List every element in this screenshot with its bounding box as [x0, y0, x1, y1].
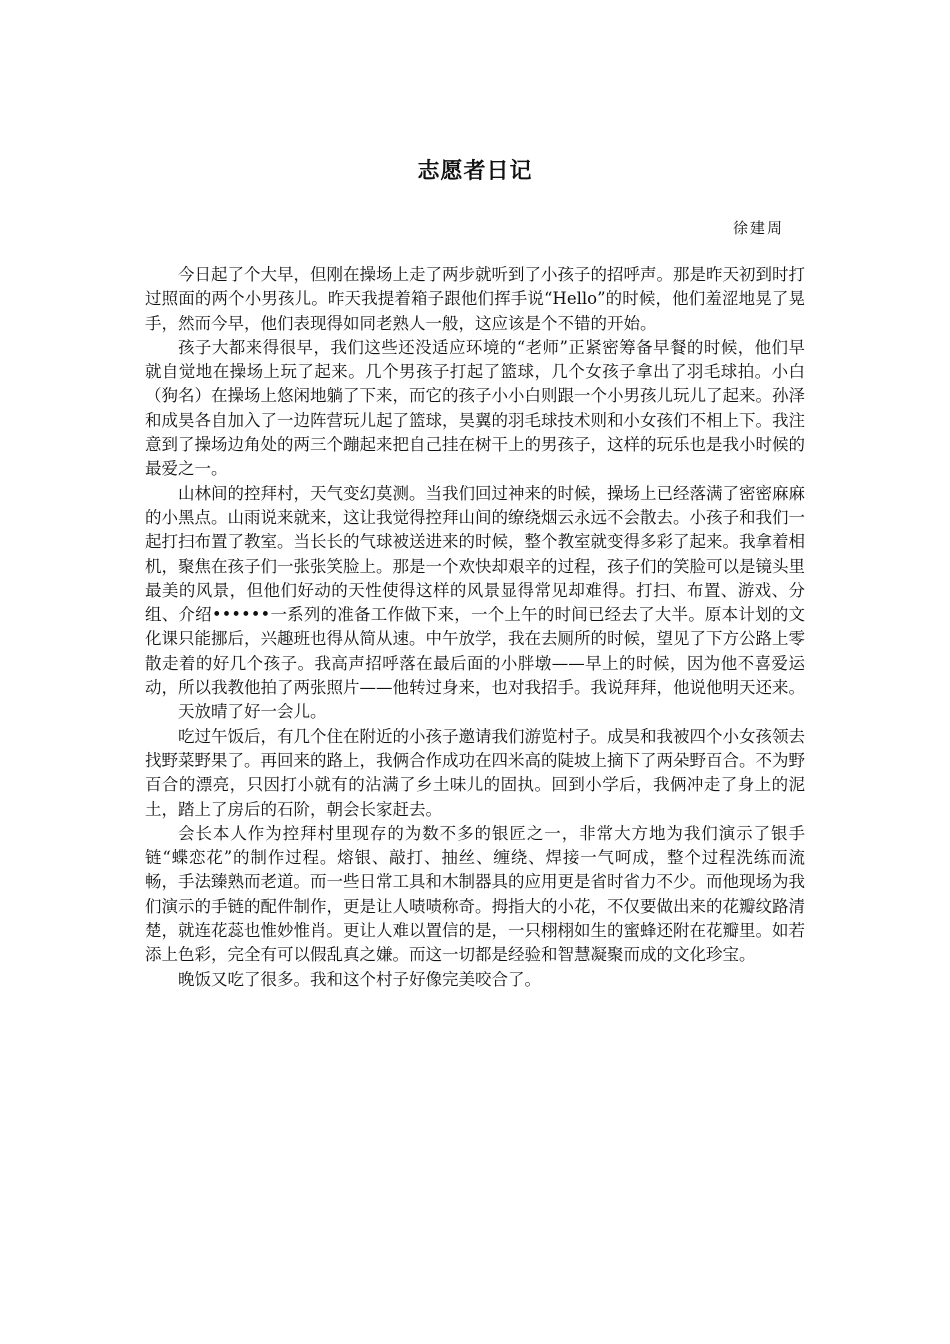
document-body	[145, 263, 805, 992]
document-title: 志愿者日记	[417, 159, 533, 184]
paragraph-3: 山林间的控拜村，天气变幻莫测。当我们回过神来的时候，操场上已经落满了密密麻麻的小黑点。山雨说来就来，这让我觉得控拜山间的缭绕烟云永远不会散去。小孩子和我们一起打扫布置了教室。当长长的气球被送进来的时候，整个教室就变得多彩了起来。我拿着相机，聚焦在孩子们一张张笑脸上。那是一个欢快却艰辛的过程，孩子们的笑脸可以是镜头里最美的风景，但他们好动的天性使得这样的风景显得常见却难得。打扫、布置、游戏、分组、介绍••••••一系列的准备工作做下来，一个上午的时间已经去了大半。原本计划的文化课只能挪后，兴趣班也得从简从速。中午放学，我在去厕所的时候，望见了下方公路上零散走着的好几个孩子。我高声招呼落在最后面的小胖墩——早上的时候，因为他不喜爱运动，所以我教他拍了两张照片——他转过身来，也对我招手。我说拜拜，他说他明天还来。	[145, 483, 805, 698]
paragraph-2: 孩子大都来得很早，我们这些还没适应环境的“老师”正紧密筹备早餐的时候，他们早就自觉地在操场上玩了起来。几个男孩子打起了篮球，几个女孩子拿出了羽毛球拍。小白（狗名）在操场上悠闲地躺了下来，而它的孩子小小白则跟一个小男孩儿玩儿了起来。孙泽和成昊各自加入了一边阵营玩儿起了篮球，昊翼的羽毛球技术则和小女孩们不相上下。我注意到了操场边角处的两三个蹦起来把自己挂在树干上的男孩子，这样的玩乐也是我小时候的最爱之一。	[145, 337, 805, 479]
paragraph-5: 吃过午饭后，有几个住在附近的小孩子邀请我们游览村子。成昊和我被四个小女孩领去找野菜野果了。再回来的路上，我俩合作成功在四米高的陡坡上摘下了两朵野百合。不为野百合的漂亮，只因打小就有的沾满了乡土味儿的固执。回到小学后，我俩冲走了身上的泥土，踏上了房后的石阶，朝会长家赶去。	[145, 726, 805, 819]
paragraph-7: 晚饭又吃了很多。我和这个村子好像完美咬合了。	[178, 969, 541, 989]
author-name: 徐建周	[732, 219, 784, 237]
paragraph-4: 天放晴了好一会儿。	[178, 702, 327, 722]
paragraph-1: 今日起了个大早，但刚在操场上走了两步就听到了小孩子的招呼声。那是昨天初到时打过照面的两个小男孩儿。昨天我提着箱子跟他们挥手说“Hello”的时候，他们羞涩地晃了晃手，然而今早，他们表现得如同老熟人一般，这应该是个不错的开始。	[145, 265, 805, 333]
paragraph-6: 会长本人作为控拜村里现存的为数不多的银匠之一，非常大方地为我们演示了银手链“蝶恋花”的制作过程。熔银、敲打、抽丝、缠绕、焊接一气呵成，整个过程洗练而流畅，手法臻熟而老道。而一些日常工具和木制器具的应用更是省时省力不少。而他现场为我们演示的手链的配件制作，更是让人啧啧称奇。拇指大的小花，不仅要做出来的花瓣纹路清楚，就连花蕊也惟妙惟肖。更让人难以置信的是，一只栩栩如生的蜜蜂还附在花瓣里。如若添上色彩，完全有可以假乱真之嫌。而这一切都是经验和智慧凝聚而成的文化珍宝。	[145, 823, 805, 965]
